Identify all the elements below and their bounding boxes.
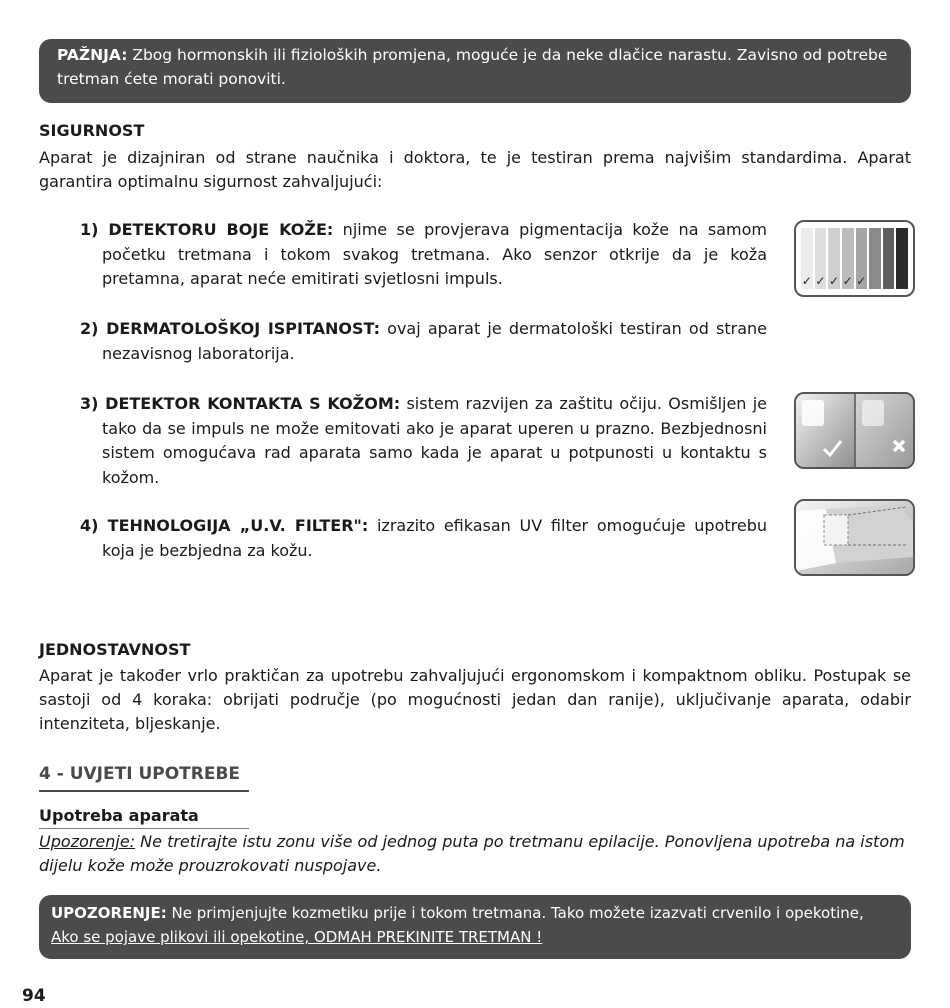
section-title: 4 - UVJETI UPOTREBE <box>39 764 241 784</box>
safety-item-dermatological <box>80 317 767 366</box>
attention-label: PAŽNJA: <box>57 46 128 64</box>
skin-tone-swatch <box>869 228 881 289</box>
item-text: ovaj aparat je dermatološki testiran od strane nezavisnog laboratorija. <box>102 319 768 363</box>
skin-tone-swatch <box>828 228 840 289</box>
item-text: njime se provjerava pigmentacija kože na samom početku tretmana i tokom svakog tretmana. Ako senzor otkrije da je koža pretamna, aparat neće emitirati svjetlosni impuls. <box>102 220 768 288</box>
simplicity-heading: JEDNOSTAVNOST <box>39 640 191 659</box>
uv-filter-illustration <box>794 499 915 576</box>
usage-subheading: Upotreba aparata <box>39 806 199 825</box>
check-icon: ✓ <box>842 274 853 288</box>
warning-notice-line2: Ako se pojave plikovi ili opekotine, ODMAH PREKINITE TRETMAN ! <box>51 928 543 946</box>
check-icon: ✓ <box>815 274 826 288</box>
warning-text: Ne tretirajte istu zonu više od jednog puta po tretmanu epilacije. Ponovljena upotreba na istom dijelu kože može prouzrokovati nuspojave. <box>39 832 905 875</box>
skin-tone-swatch <box>842 228 854 289</box>
item-label: 2) DERMATOLOŠKOJ ISPITANOST: <box>80 319 380 338</box>
item-label: 1) DETEKTORU BOJE KOŽE: <box>80 220 334 239</box>
check-icon: ✓ <box>829 274 840 288</box>
skin-tone-swatch <box>801 228 813 289</box>
skin-tone-swatch <box>896 228 908 289</box>
uv-filter-graphic <box>796 501 913 574</box>
attention-text: Zbog hormonskih ili fizioloških promjena, moguće je da neke dlačice narastu. Zavisno od potrebe tretman ćete morati ponoviti. <box>57 46 888 88</box>
safety-item-uv-filter <box>80 514 767 563</box>
warning-notice-label: UPOZORENJE: <box>51 904 167 922</box>
skin-tone-swatch <box>883 228 895 289</box>
skin-contact-illustration <box>794 392 915 469</box>
warning-notice-line1 <box>51 901 899 925</box>
safety-item-color-detector <box>80 218 767 292</box>
simplicity-text: Aparat je također vrlo praktičan za upotrebu zahvaljujući ergonomskom i kompaktnom obliku. Postupak se sastoji od 4 koraka: obrijati područje (po mogućnosti jedan dan ranije), uključivanje aparata, odabir intenziteta, bljeskanje. <box>39 666 911 733</box>
warning-label: Upozorenje: <box>39 832 136 851</box>
skin-contact-graphic <box>796 394 913 467</box>
skin-tone-illustration <box>794 220 915 297</box>
item-label: 3) DETEKTOR KONTAKTA S KOŽOM: <box>80 394 401 413</box>
check-icon: ✓ <box>856 274 867 288</box>
usage-warning <box>39 830 911 878</box>
skin-tone-swatch <box>856 228 868 289</box>
skin-tone-swatch <box>815 228 827 289</box>
warning-notice-text: Ne primjenjujte kozmetiku prije i tokom tretmana. Tako možete izazvati crvenilo i opekotine, <box>166 904 864 922</box>
item-text: sistem razvijen za zaštitu očiju. Osmišljen je tako da se impuls ne može emitovati ako je aparat uperen u prazno. Bezbjednosni sistem omogućava rad aparata samo kada je aparat u potpunosti u kontaktu s kožom. <box>102 394 767 487</box>
section-title-underline <box>39 790 249 792</box>
safety-heading: SIGURNOST <box>39 121 145 140</box>
safety-item-contact-detector <box>80 392 767 490</box>
check-icon: ✓ <box>801 274 812 288</box>
safety-intro: Aparat je dizajniran od strane naučnika i doktora, te je testiran prema najvišim standardima. Aparat garantira optimalnu sigurnost zahvaljujući: <box>39 148 911 191</box>
warning-notice <box>39 895 911 959</box>
item-label: 4) TEHNOLOGIJA „U.V. FILTER": <box>80 516 369 535</box>
subheading-underline <box>39 828 249 829</box>
attention-notice <box>39 39 911 103</box>
item-text: izrazito efikasan UV filter omogućuje upotrebu koja je bezbjedna za kožu. <box>102 516 767 560</box>
page-number: 94 <box>22 986 46 1006</box>
